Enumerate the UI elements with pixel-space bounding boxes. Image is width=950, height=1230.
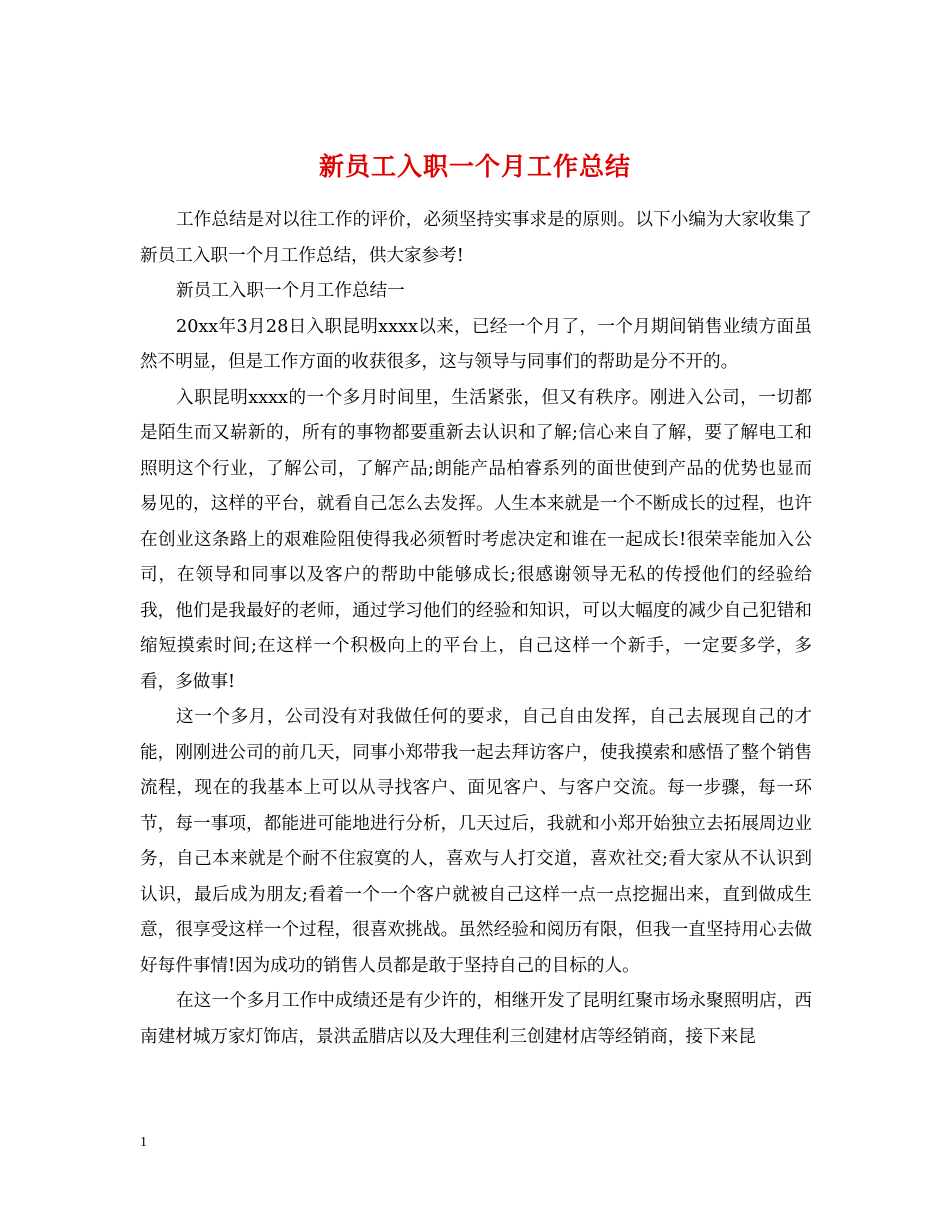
paragraph: 入职昆明xxxx的一个多月时间里，生活紧张，但又有秩序。刚进入公司，一切都是陌生而又崭新的，所有的事物都要重新去认识和了解;信心来自了解，要了解电工和照明这个行业，了解公司，了解产品;朗能产品柏睿系列的面世使到产品的优势也显而易见的，这样的平台，就看自己怎么去发挥。人生本来就是一个不断成长的过程，也许在创业这条路上的艰难险阻使得我必须暂时考虑决定和谁在一起成长!很荣幸能加入公司，在领导和同事以及客户的帮助中能够成长;很感谢领导无私的传授他们的经验给我，他们是我最好的老师，通过学习他们的经验和知识，可以大幅度的减少自己犯错和缩短摸索时间;在这样一个积极向上的平台上，自己这样一个新手，一定要多学，多看，多做事! bbox=[140, 387, 812, 692]
document-title: 新员工入职一个月工作总结 bbox=[318, 151, 631, 181]
section-heading: 新员工入职一个月工作总结一 bbox=[176, 281, 405, 301]
paragraph: 在这一个多月工作中成绩还是有少许的，相继开发了昆明红聚市场永聚照明店，西南建材城万家灯饰店，景洪孟腊店以及大理佳利三创建材店等经销商，接下来昆 bbox=[140, 991, 812, 1047]
paragraph: 这一个多月，公司没有对我做任何的要求，自己自由发挥，自己去展现自己的才能，刚刚进公司的前几天，同事小郑带我一起去拜访客户，使我摸索和感悟了整个销售流程，现在的我基本上可以从寻找客户、面见客户、与客户交流。每一步骤，每一环节，每一事项，都能进可能地进行分析，几天过后，我就和小郑开始独立去拓展周边业务，自己本来就是个耐不住寂寞的人，喜欢与人打交道，喜欢社交;看大家从不认识到认识，最后成为朋友;看着一个一个客户就被自己这样一点一点挖掘出来，直到做成生意，很享受这样一个过程，很喜欢挑战。虽然经验和阅历有限，但我一直坚持用心去做好每件事情!因为成功的销售人员都是敢于坚持自己的目标的人。 bbox=[140, 707, 812, 976]
paragraph: 20xx年3月28日入职昆明xxxx以来，已经一个月了，一个月期间销售业绩方面虽然不明显，但是工作方面的收获很多，这与领导与同事们的帮助是分不开的。 bbox=[140, 316, 812, 372]
document-body bbox=[140, 203, 812, 1055]
page-number: 1 bbox=[140, 1135, 147, 1150]
paragraph-intro: 工作总结是对以往工作的评价，必须坚持实事求是的原则。以下小编为大家收集了新员工入职一个月工作总结，供大家参考! bbox=[140, 210, 812, 266]
